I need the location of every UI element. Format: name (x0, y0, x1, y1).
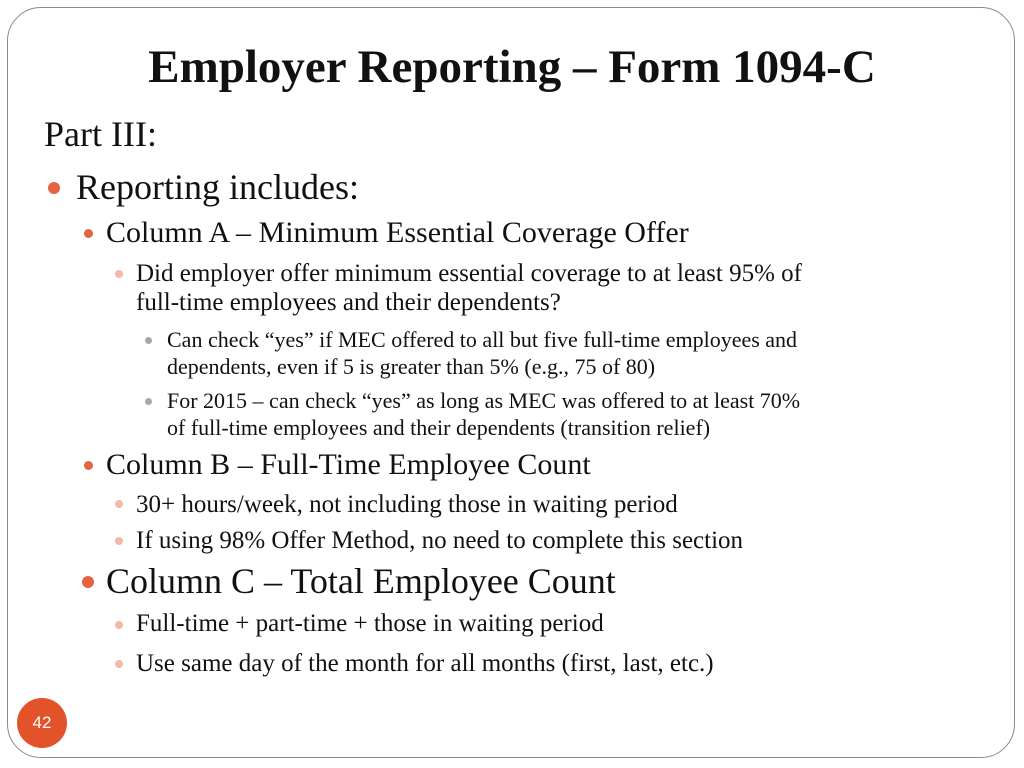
bullet-dot-icon (48, 182, 60, 194)
bullet-column-c-same-day: Use same day of the month for all months (first, last, etc.) (136, 650, 714, 677)
bullet-dot-icon (145, 337, 152, 344)
bullet-column-b: Column B – Full-Time Employee Count (106, 448, 591, 481)
bullet-column-a-question-line1: Did employer offer minimum essential coverage to at least 95% of (136, 260, 803, 287)
slide-title: Employer Reporting – Form 1094-C (148, 41, 876, 93)
bullet-column-b-98-method: If using 98% Offer Method, no need to complete this section (136, 527, 744, 554)
part-label: Part III: (44, 114, 157, 154)
page-number-badge: 42 (17, 698, 67, 748)
bullet-dot-icon (145, 398, 152, 405)
bullet-column-a: Column A – Minimum Essential Coverage Offer (106, 216, 689, 249)
bullet-dot-icon (115, 500, 123, 508)
bullet-column-a-yes-line1: Can check “yes” if MEC offered to all but five full-time employees and (167, 327, 798, 352)
bullet-column-a-2015-line1: For 2015 – can check “yes” as long as MEC was offered to at least 70% (167, 388, 801, 413)
bullet-dot-icon (84, 229, 93, 238)
bullet-dot-icon (115, 621, 123, 629)
bullet-column-a-question-line2: full-time employees and their dependents? (136, 289, 561, 316)
bullet-dot-icon (84, 461, 93, 470)
bullet-column-c-ft-pt: Full-time + part-time + those in waiting period (136, 610, 604, 637)
bullet-dot-icon (115, 660, 123, 668)
slide-frame (7, 7, 1015, 758)
bullet-dot-icon (82, 576, 94, 588)
bullet-reporting-includes: Reporting includes: (76, 167, 359, 207)
bullet-column-b-hours: 30+ hours/week, not including those in waiting period (136, 491, 678, 518)
bullet-dot-icon (115, 537, 123, 545)
bullet-column-c: Column C – Total Employee Count (106, 561, 616, 601)
bullet-column-a-yes-line2: dependents, even if 5 is greater than 5% (e.g., 75 of 80) (167, 354, 656, 379)
bullet-dot-icon (115, 270, 123, 278)
bullet-column-a-2015-line2: of full-time employees and their dependents (transition relief) (167, 415, 711, 440)
